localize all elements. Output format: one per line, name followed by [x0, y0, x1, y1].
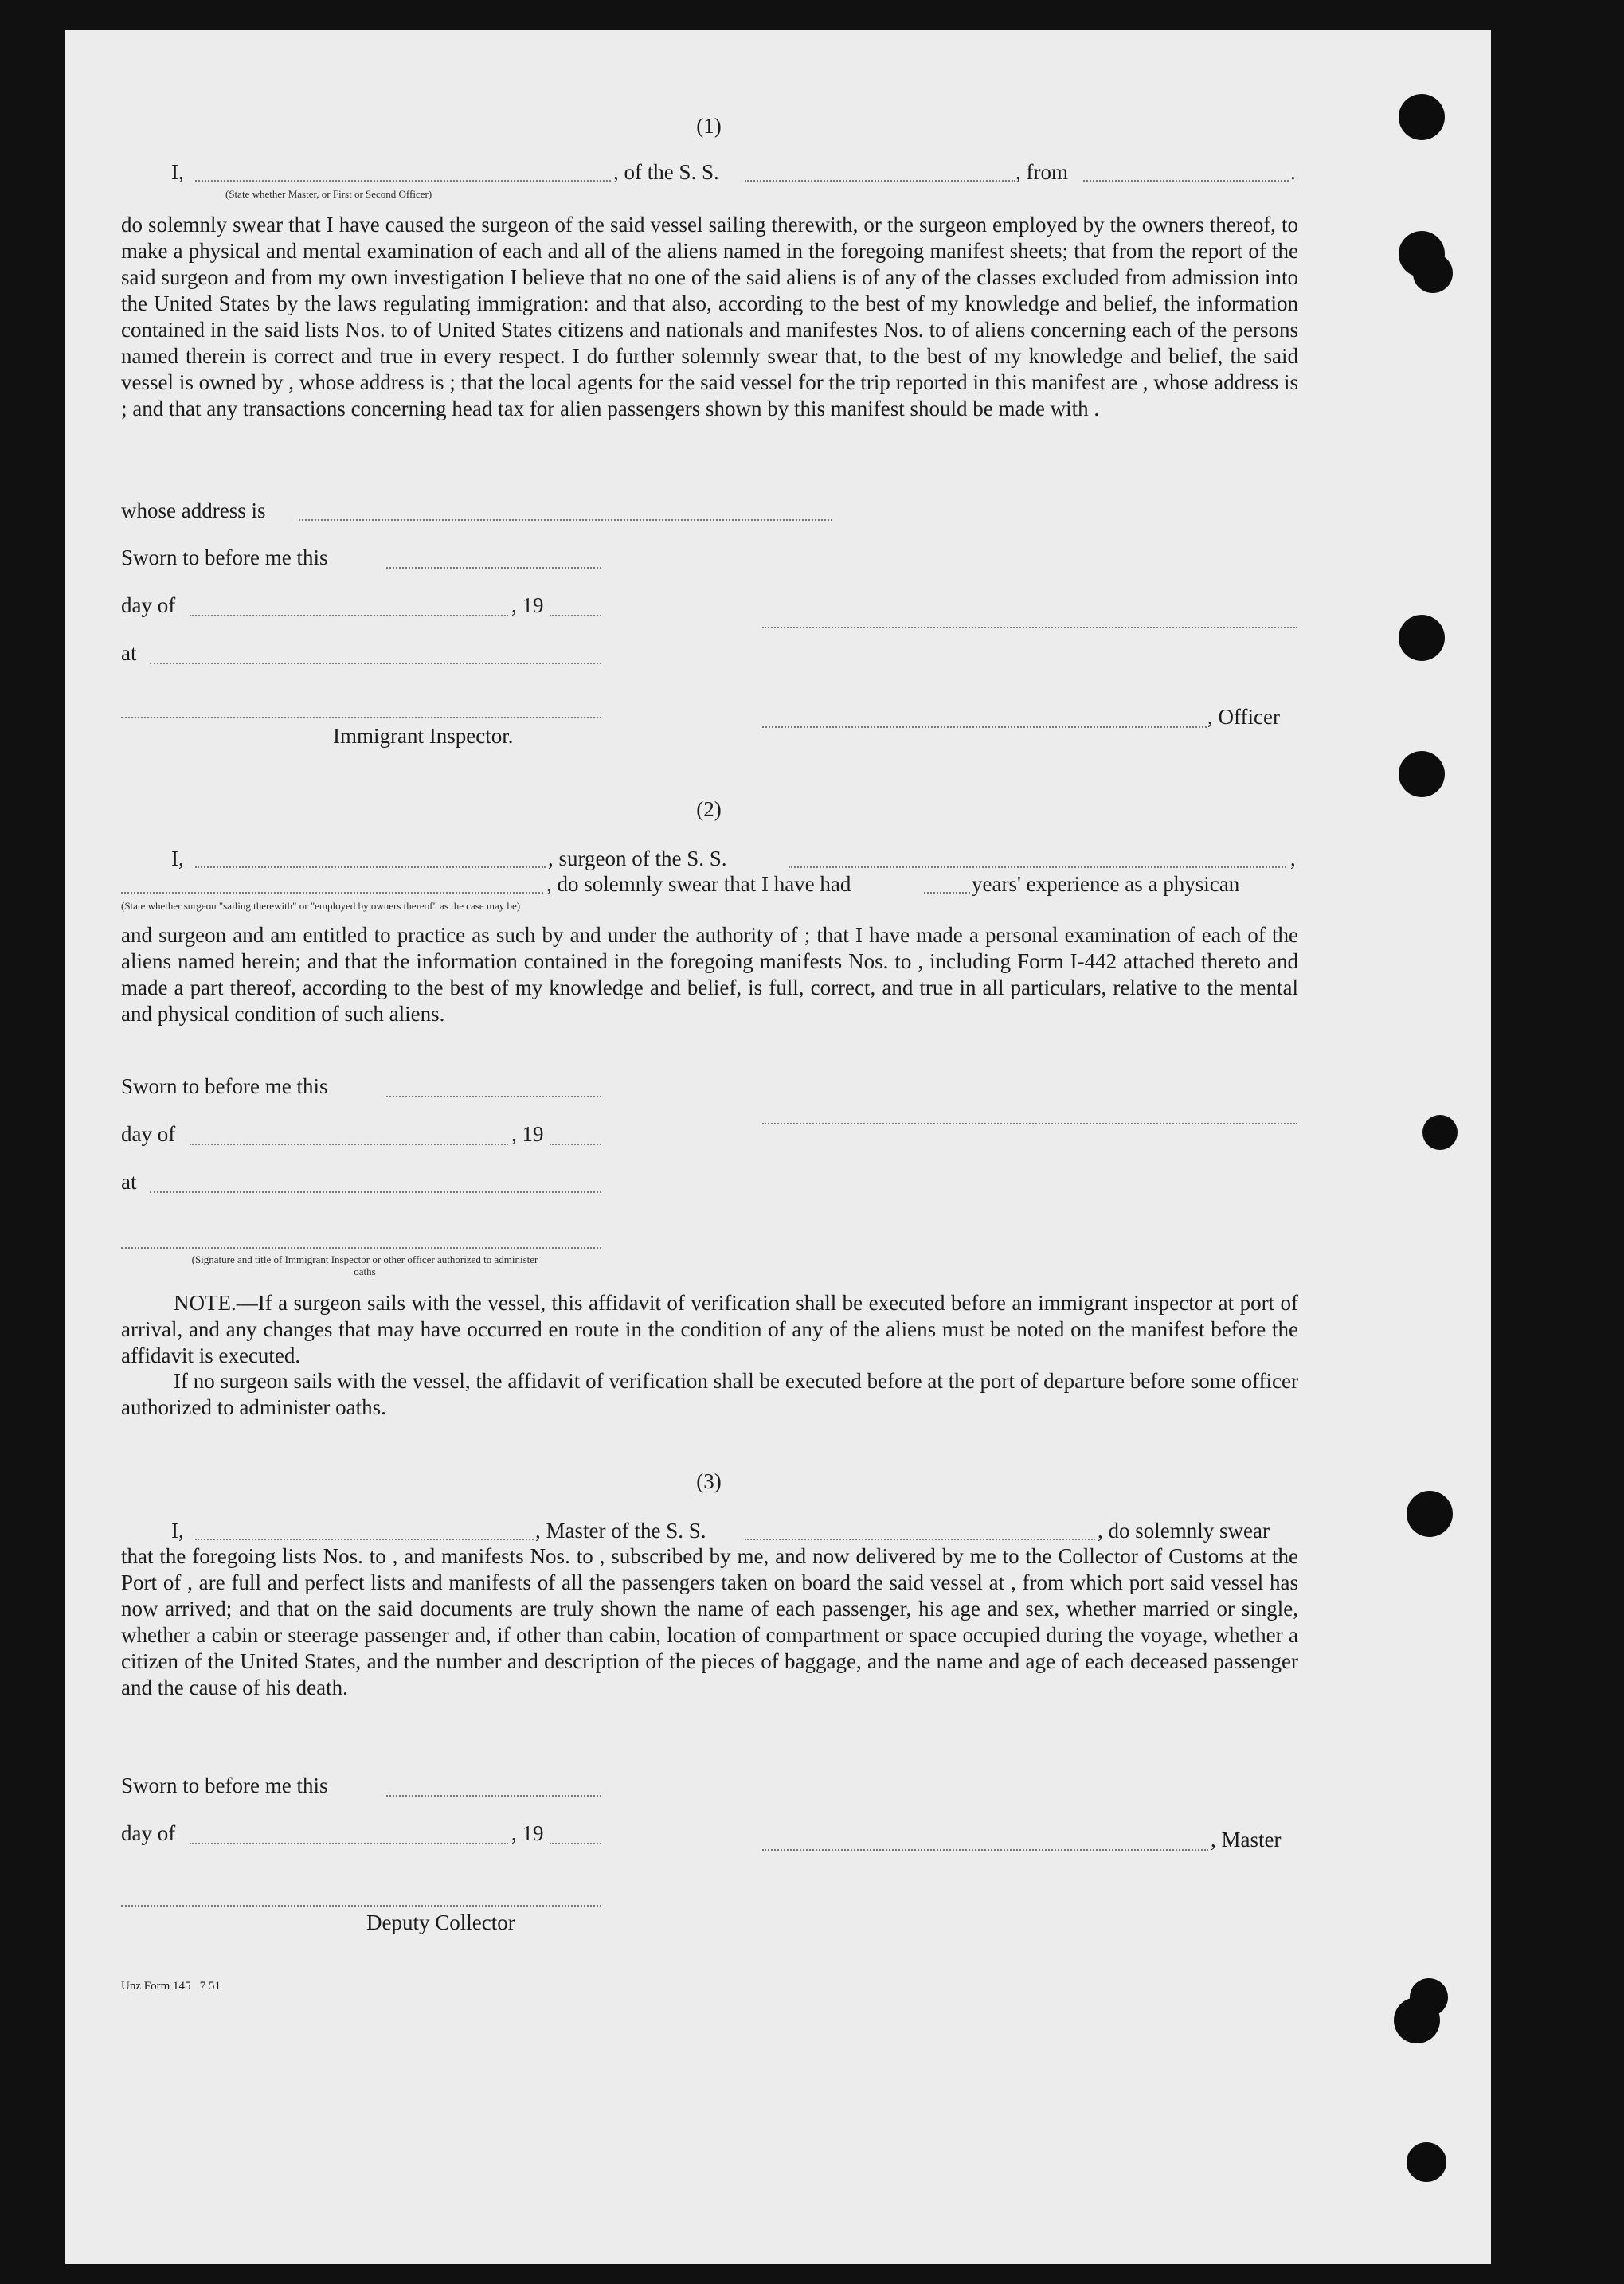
- section-3-number: (3): [696, 1469, 722, 1493]
- section-1-whose-address: whose address is: [121, 499, 266, 522]
- master-name-field[interactable]: [195, 1539, 534, 1540]
- surgeon-vessel-field[interactable]: [789, 866, 1286, 868]
- head-tax-address-field[interactable]: [299, 519, 832, 521]
- section-2-I: I,: [171, 847, 184, 870]
- section-1-at: at: [121, 641, 137, 665]
- section-2-day-of: day of: [121, 1122, 176, 1146]
- note-paragraph-2: If no surgeon sails with the vessel, the affidavit of verification shall be executed before at the port of departure before some officer authorized to administer oaths.: [121, 1369, 1298, 1419]
- section-2-at: at: [121, 1170, 137, 1194]
- from-port-field[interactable]: [1083, 180, 1289, 182]
- binder-hole: [1399, 615, 1445, 661]
- section-2-sworn: Sworn to before me this: [121, 1074, 328, 1098]
- section-3-line1-end: , do solemnly swear: [1098, 1519, 1270, 1543]
- sworn-day-field-2[interactable]: [386, 1096, 601, 1097]
- sworn-at-field-2[interactable]: [150, 1191, 601, 1193]
- binder-hole: [1413, 253, 1453, 293]
- binder-hole: [1407, 2142, 1446, 2182]
- surgeon-signature-line[interactable]: [762, 1123, 1297, 1124]
- administering-officer-line[interactable]: [121, 1247, 601, 1249]
- section-1-number: (1): [696, 114, 722, 138]
- vessel-name-field[interactable]: [745, 180, 1015, 182]
- section-2-signature-caption: (Signature and title of Immigrant Inspector or other officer authorized to administer oaths: [191, 1253, 538, 1277]
- section-3-sworn: Sworn to before me this: [121, 1774, 328, 1797]
- sworn-day-field[interactable]: [386, 567, 601, 569]
- section-3-day-of: day of: [121, 1821, 176, 1845]
- binder-hole: [1399, 94, 1445, 140]
- section-3-deputy: Deputy Collector: [366, 1911, 515, 1934]
- surgeon-status-field[interactable]: [121, 892, 543, 894]
- binder-hole: [1407, 1491, 1453, 1537]
- section-1-body: do solemnly swear that I have caused the surgeon of the said vessel sailing therewith, or the surgeon employed by the owners thereof, to make a physical and mental examination of each and all of the aliens named in the foregoing manifest sheets; that from the report of the said surgeon and from my own investigation I believe that no one of the said aliens is of any of the classes excluded from admission into the United States by the laws regulating immigration: and that also, according to the best of my knowledge and belief, the information contained in the said lists Nos. to of United States citizens and nationals and manifestes Nos. to of aliens concerning each of the persons named therein is correct and true in every respect. I do further solemnly swear that, to the best of my knowledge and belief, the said vessel is owned by , whose address is ; that the local agents for the said vessel for the trip reported in this manifest are , whose address is ; and that any transactions concerning head tax for alien passengers shown by this manifest should be made with .: [121, 213, 1298, 420]
- binder-hole: [1422, 1115, 1458, 1150]
- section-1-inspector: Immigrant Inspector.: [333, 724, 514, 748]
- section-1-sworn: Sworn to before me this: [121, 546, 328, 569]
- section-2-comma: ,: [1290, 847, 1296, 870]
- sworn-year-field-3[interactable]: [550, 1843, 601, 1844]
- section-2-surgeon-of: , surgeon of the S. S.: [548, 847, 727, 870]
- sworn-month-field-3[interactable]: [190, 1843, 508, 1844]
- inspector-signature-line[interactable]: [121, 717, 601, 718]
- sworn-month-field[interactable]: [190, 615, 508, 616]
- note-paragraph-1: NOTE.—If a surgeon sails with the vessel, this affidavit of verification shall be executed before an immigrant inspector at port of arrival, and any changes that may have occurred en route in the condition of any of the aliens must be noted on the manifest before the affidavit is executed.: [121, 1291, 1298, 1367]
- sworn-month-field-2[interactable]: [190, 1144, 508, 1145]
- section-1-caption: (State whether Master, or First or Second Officer): [225, 188, 432, 200]
- surgeon-name-field[interactable]: [195, 866, 546, 868]
- section-1-year: , 19: [511, 593, 544, 617]
- officer-title-field[interactable]: [195, 180, 611, 182]
- section-1-from: , from: [1015, 160, 1068, 184]
- sworn-day-field-3[interactable]: [386, 1795, 601, 1797]
- section-2-line2: , do solemnly swear that I have had: [546, 872, 851, 896]
- section-3-I: I,: [171, 1519, 184, 1543]
- binder-hole: [1394, 1997, 1440, 2043]
- section-2-line2-end: years' experience as a physican: [972, 872, 1240, 896]
- section-2-body: and surgeon and am entitled to practice as such by and under the authority of ; that I have made a personal examination of each of the aliens named herein; and that the information contained in the foregoing manifests Nos. to , including Form I-442 attached thereto and made a part thereof, according to the best of my knowledge and belief, is full, correct, and true in all particulars, relative to the mental and physical condition of such aliens.: [121, 923, 1298, 1026]
- section-3-master: , Master: [1211, 1828, 1282, 1852]
- section-1-I: I,: [171, 160, 184, 184]
- sworn-year-field[interactable]: [550, 615, 601, 616]
- section-3-master-of: , Master of the S. S.: [535, 1519, 706, 1543]
- section-2-caption: (State whether surgeon "sailing therewith" or "employed by owners thereof" as the case may be): [121, 900, 521, 912]
- section-3-year: , 19: [511, 1821, 544, 1845]
- years-experience-field[interactable]: [924, 892, 970, 894]
- master-vessel-field[interactable]: [745, 1539, 1095, 1540]
- master-signature-line[interactable]: [762, 1849, 1208, 1851]
- form-identifier: Unz Form 145 7 51: [121, 1980, 221, 1993]
- section-1-of-ss: , of the S. S.: [613, 160, 719, 184]
- section-1-officer: , Officer: [1207, 705, 1280, 729]
- sworn-year-field-2[interactable]: [550, 1144, 601, 1145]
- section-2-year: , 19: [511, 1122, 544, 1146]
- section-3-body: that the foregoing lists Nos. to , and manifests Nos. to , subscribed by me, and now delivered by me to the Collector of Customs at the Port of , are full and perfect lists and manifests of all the passengers taken on board the said vessel at , from which port said vessel has now arrived; and that on the said documents are truly shown the name of each passenger, his age and sex, whether married or single, whether a cabin or steerage passenger and, if other than cabin, location of compartment or space occupied during the voyage, whether a citizen of the United States, and the number and description of the pieces of baggage, and the name and age of each deceased passenger and the cause of his death.: [121, 1544, 1298, 1699]
- deputy-collector-signature-line[interactable]: [121, 1905, 601, 1907]
- section-1-day-of: day of: [121, 593, 176, 617]
- officer-name-line[interactable]: [762, 726, 1207, 728]
- sworn-at-field[interactable]: [150, 663, 601, 664]
- officer-signature-line[interactable]: [762, 627, 1297, 628]
- binder-hole: [1399, 751, 1445, 797]
- section-2-number: (2): [696, 797, 722, 821]
- section-1-period: .: [1290, 160, 1296, 184]
